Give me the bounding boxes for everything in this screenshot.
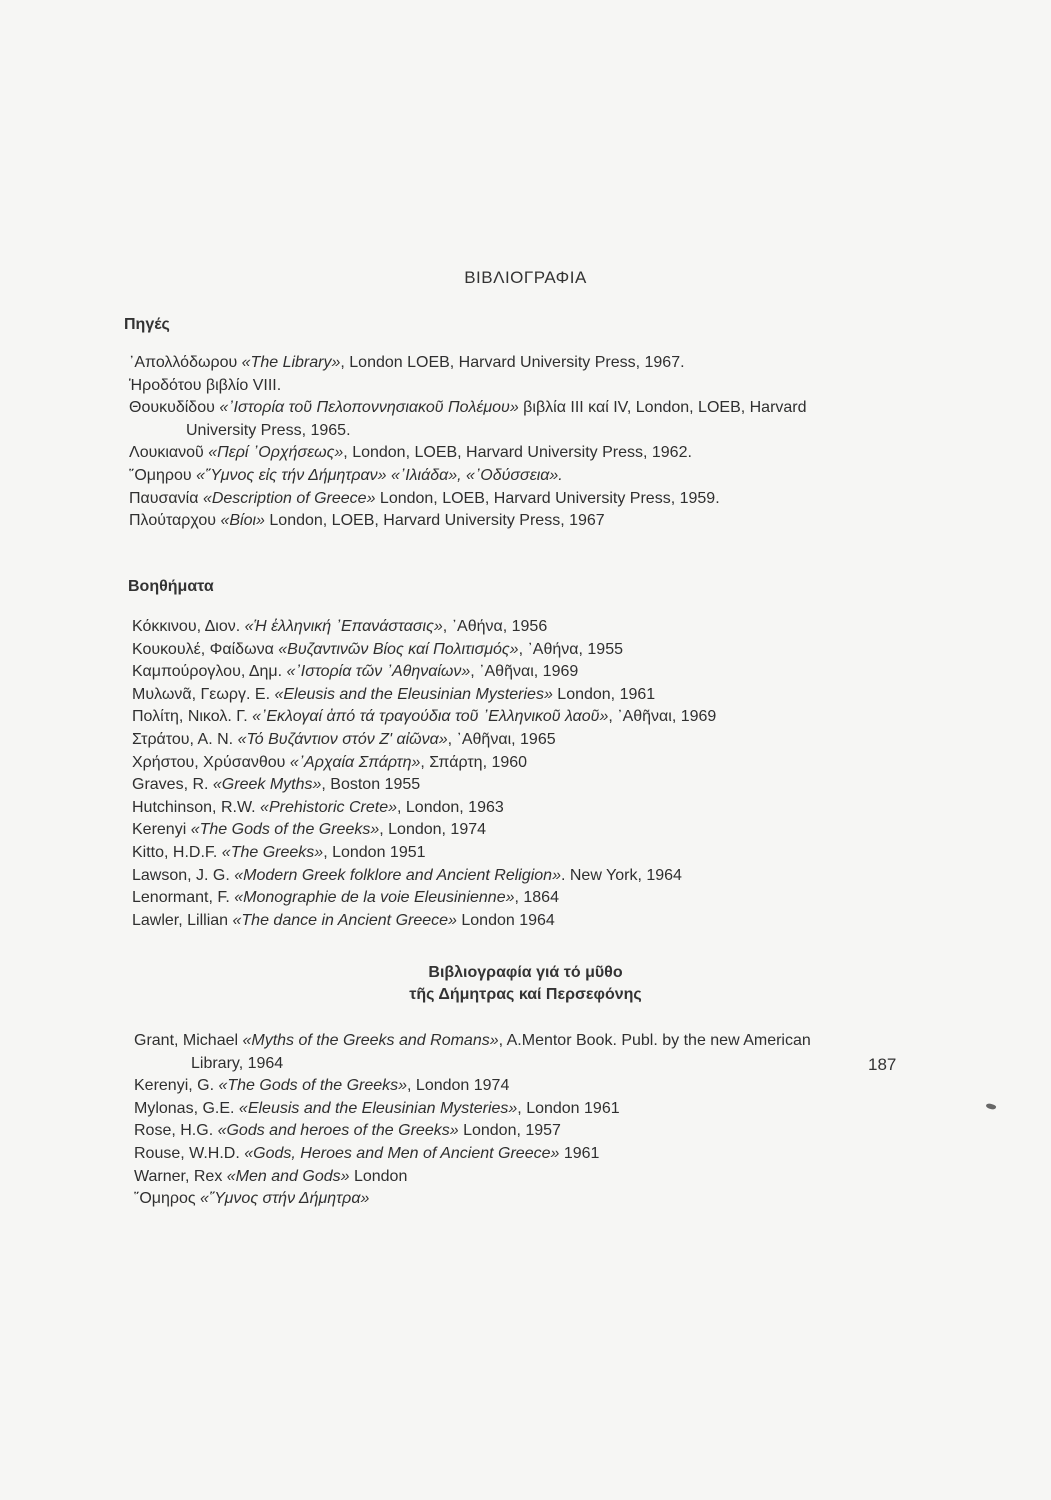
list-item: Χρήστου, Χρύσανθου «᾽Αρχαία Σπάρτη», Σπάρτη, 1960: [132, 753, 528, 771]
list-item: ᾽Απολλόδωρου «The Library», London LOEB, Harvard University Press, 1967.: [129, 354, 685, 371]
list-item: Πολίτη, Νικολ. Γ. «᾽Εκλογαί ἀπό τά τραγούδια τοῦ ᾽Ελληνικοῦ λαοῦ», ᾽Αθῆναι, 1969: [132, 708, 717, 726]
section-heading-aids: Βοηθήματα: [128, 578, 214, 595]
list-item: Καμπούρογλου, Δημ. «᾽Ιστορία τῶν ᾽Αθηναίων», ᾽Αθῆναι, 1969: [132, 663, 579, 681]
list-item: Lawson, J. G. «Modern Greek folklore and Ancient Religion». New York, 1964: [132, 866, 682, 884]
list-item: Warner, Rex «Men and Gods» London: [134, 1167, 408, 1185]
list-item: Μυλωνᾶ, Γεωργ. Ε. «Eleusis and the Eleusinian Mysteries» London, 1961: [132, 685, 656, 703]
list-item: Λουκιανοῦ «Περί ᾽Ορχήσεως», London, LOEB, Harvard University Press, 1962.: [129, 444, 692, 462]
list-item: Kerenyi, G. «The Gods of the Greeks», London 1974: [134, 1077, 510, 1095]
list-item: Rose, H.G. «Gods and heroes of the Greeks» London, 1957: [134, 1122, 561, 1140]
list-item: Ἡροδότου βιβλίο VIII.: [129, 376, 282, 394]
list-item: Lawler, Lillian «The dance in Ancient Greece» London 1964: [132, 911, 555, 929]
list-item: Grant, Michael «Myths of the Greeks and Romans», A.Mentor Book. Publ. by the new American Library, 1964: [134, 1032, 811, 1072]
subsection-heading-line-2: τῆς Δήμητρας καί Περσεφόνης: [409, 986, 642, 1003]
subsection-heading-line-1: Βιβλιογραφία γιά τό μῦθο: [428, 964, 623, 981]
list-item: Hutchinson, R.W. «Prehistoric Crete», London, 1963: [132, 798, 504, 816]
list-item: Θουκυδίδου «᾽Ιστορία τοῦ Πελοποννησιακοῦ Πολέμου» βιβλία III καί IV, London, LOEB, Harvard University Press, 1965.: [129, 399, 807, 439]
subsection-heading: [0, 962, 1051, 1006]
aids-list: [132, 616, 842, 932]
sources-list: [129, 352, 839, 533]
page-number: 187: [868, 1055, 897, 1074]
list-item: Graves, R. «Greek Myths», Boston 1955: [132, 776, 421, 794]
list-item: Kerenyi «The Gods of the Greeks», London, 1974: [132, 821, 487, 839]
list-item: Κόκκινου, Διον. «Ἡ ἑλληνική ᾽Επανάστασις», ᾽Αθήνα, 1956: [132, 618, 548, 635]
list-item: Kitto, H.D.F. «The Greeks», London 1951: [132, 843, 426, 861]
list-item: Παυσανία «Description of Greece» London, LOEB, Harvard University Press, 1959.: [129, 489, 720, 507]
list-item: ῞Ομηρος «῞Υμνος στήν Δήμητρα»: [134, 1190, 370, 1208]
list-item: Rouse, W.H.D. «Gods, Heroes and Men of Ancient Greece» 1961: [134, 1144, 600, 1162]
list-item: Πλούταρχου «Βίοι» London, LOEB, Harvard University Press, 1967: [129, 512, 605, 530]
list-item: ῞Ομηρου «῞Υμνος εἰς τήν Δήμητραν» «᾽Ιλιάδα», «᾽Οδύσσεια».: [129, 466, 563, 484]
list-item: Κουκουλέ, Φαίδωνα «Βυζαντινῶν Βίος καί Πολιτισμός», ᾽Αθήνα, 1955: [132, 640, 623, 658]
section-heading-sources: Πηγές: [124, 316, 170, 333]
page-title: ΒΙΒΛΙΟΓΡΑΦΙΑ: [464, 268, 587, 287]
print-speck: [985, 1103, 996, 1111]
list-item: Mylonas, G.E. «Eleusis and the Eleusinian Mysteries», London 1961: [134, 1099, 620, 1117]
myth-bibliography-list: [134, 1030, 846, 1211]
list-item: Στράτου, Α. Ν. «Τό Βυζάντιον στόν Ζ' αἰῶνα», ᾽Αθῆναι, 1965: [132, 730, 556, 748]
list-item: Lenormant, F. «Monographie de la voie Eleusinienne», 1864: [132, 889, 559, 907]
